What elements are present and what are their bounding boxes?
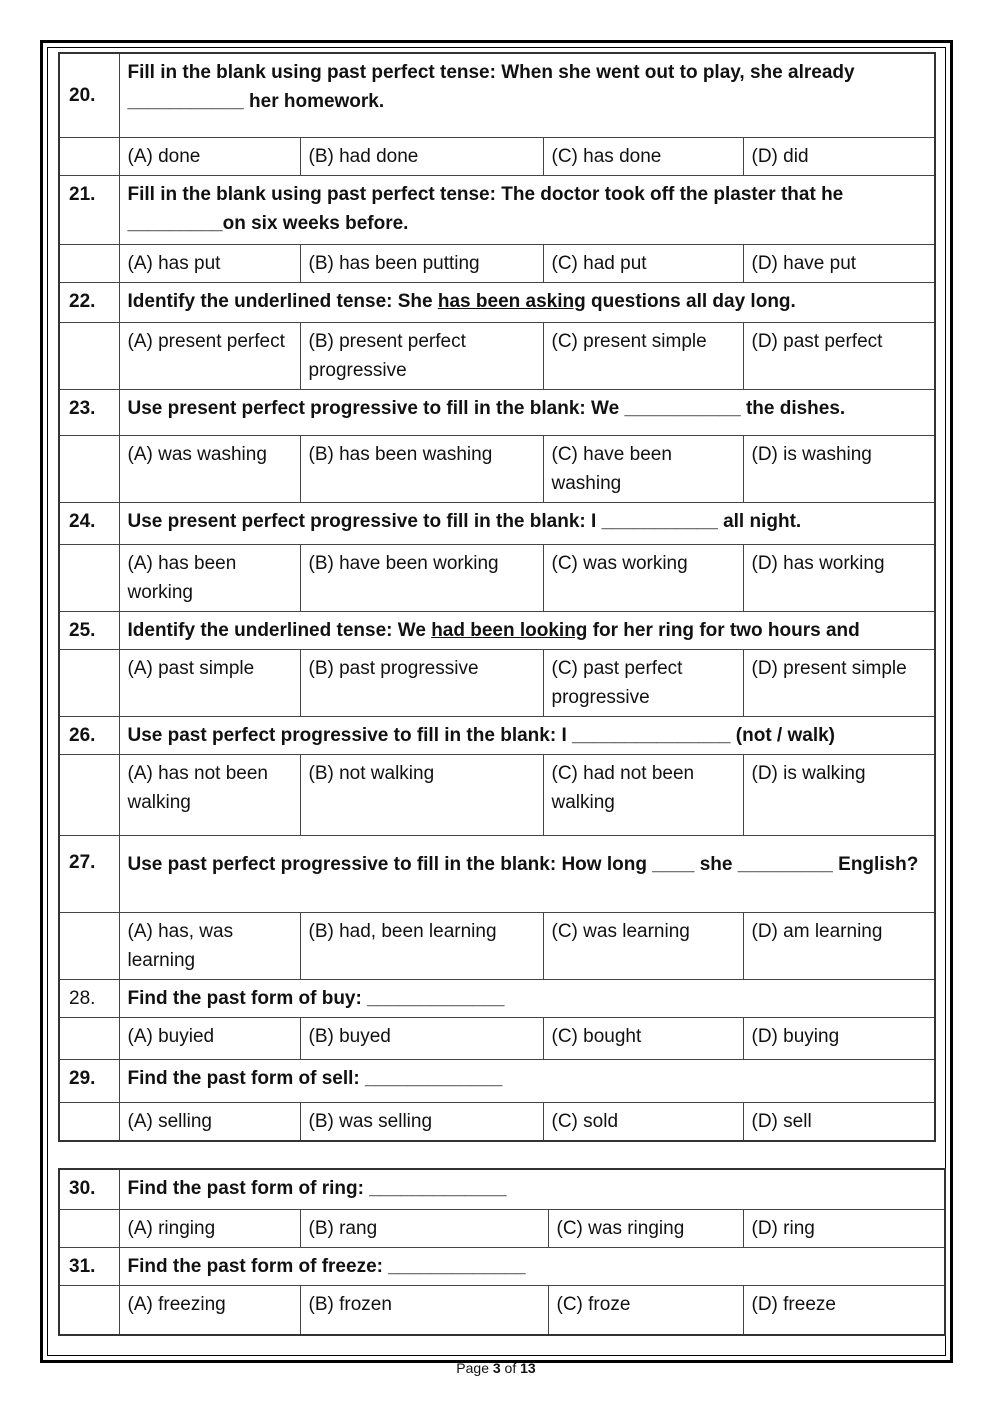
page-total: 13 xyxy=(520,1360,536,1376)
option-a: (A) has put xyxy=(119,244,300,282)
option-c: (C) has done xyxy=(543,137,743,175)
question-stem xyxy=(119,282,935,322)
number-spacer xyxy=(59,1017,119,1059)
option-c: (C) had not been walking xyxy=(543,754,743,835)
option-c: (C) sold xyxy=(543,1102,743,1141)
options-row xyxy=(59,1017,935,1059)
option-c: (C) bought xyxy=(543,1017,743,1059)
options-row xyxy=(59,1285,945,1335)
question-stem xyxy=(119,611,935,649)
option-b: (B) had, been learning xyxy=(300,912,543,979)
question-row xyxy=(59,1059,935,1102)
options-row xyxy=(59,137,935,175)
option-b: (B) past progressive xyxy=(300,649,543,716)
option-a: (A) has not been walking xyxy=(119,754,300,835)
option-a: (A) present perfect xyxy=(119,322,300,389)
option-b: (B) had done xyxy=(300,137,543,175)
option-d: (D) past perfect xyxy=(743,322,935,389)
option-b: (B) present perfect progressive xyxy=(300,322,543,389)
question-row xyxy=(59,979,935,1017)
option-c: (C) froze xyxy=(548,1285,743,1335)
option-a: (A) freezing xyxy=(119,1285,300,1335)
option-c: (C) was working xyxy=(543,544,743,611)
question-number: 31. xyxy=(59,1247,119,1285)
option-b: (B) not walking xyxy=(300,754,543,835)
question-row xyxy=(59,611,935,649)
question-stem: Use past perfect progressive to fill in the blank: How long ____ she _________ English? xyxy=(119,835,935,912)
option-d: (D) freeze xyxy=(743,1285,945,1335)
option-a: (A) selling xyxy=(119,1102,300,1141)
question-number: 27. xyxy=(59,835,119,912)
question-stem: Find the past form of ring: _____________ xyxy=(119,1169,945,1209)
options-row xyxy=(59,1209,945,1247)
number-spacer xyxy=(59,322,119,389)
option-b: (B) has been putting xyxy=(300,244,543,282)
option-a: (A) past simple xyxy=(119,649,300,716)
option-c: (C) was learning xyxy=(543,912,743,979)
option-a: (A) has, was learning xyxy=(119,912,300,979)
question-row xyxy=(59,716,935,754)
option-a: (A) buyied xyxy=(119,1017,300,1059)
options-row xyxy=(59,322,935,389)
questions-table-1 xyxy=(58,52,936,1142)
question-row xyxy=(59,1169,945,1209)
question-number: 25. xyxy=(59,611,119,649)
option-d: (D) is washing xyxy=(743,435,935,502)
question-stem: Use past perfect progressive to fill in the blank: I _______________ (not / walk) xyxy=(119,716,935,754)
option-a: (A) done xyxy=(119,137,300,175)
options-row xyxy=(59,1102,935,1141)
page-current: 3 xyxy=(492,1360,501,1376)
number-spacer xyxy=(59,1102,119,1141)
question-stem: Find the past form of sell: _____________ xyxy=(119,1059,935,1102)
question-stem: Find the past form of buy: _____________ xyxy=(119,979,935,1017)
option-d: (D) have put xyxy=(743,244,935,282)
question-number: 24. xyxy=(59,502,119,544)
question-row xyxy=(59,53,935,137)
question-number: 30. xyxy=(59,1169,119,1209)
question-number: 20. xyxy=(59,53,119,137)
stem-text: Identify the underlined tense: We xyxy=(127,619,432,641)
option-b: (B) was selling xyxy=(300,1102,543,1141)
stem-text: for her ring for two hours and xyxy=(587,619,860,641)
options-row xyxy=(59,544,935,611)
underlined-tense: had been looking xyxy=(431,619,588,641)
number-spacer xyxy=(59,649,119,716)
number-spacer xyxy=(59,754,119,835)
options-row xyxy=(59,912,935,979)
question-number: 28. xyxy=(59,979,119,1017)
option-d: (D) sell xyxy=(743,1102,935,1141)
question-stem: Use present perfect progressive to fill in the blank: I ___________ all night. xyxy=(119,502,935,544)
underlined-tense: has been asking xyxy=(437,290,586,312)
number-spacer xyxy=(59,244,119,282)
stem-text: Identify the underlined tense: She xyxy=(127,290,438,312)
question-stem: Fill in the blank using past perfect tense: The doctor took off the plaster that he _________on six weeks before. xyxy=(119,175,935,244)
option-d: (D) present simple xyxy=(743,649,935,716)
question-stem: Fill in the blank using past perfect tense: When she went out to play, she already ___________ her homework. xyxy=(119,53,935,137)
option-d: (D) has working xyxy=(743,544,935,611)
option-c: (C) had put xyxy=(543,244,743,282)
question-row xyxy=(59,175,935,244)
question-number: 22. xyxy=(59,282,119,322)
question-row xyxy=(59,835,935,912)
option-b: (B) rang xyxy=(300,1209,548,1247)
number-spacer xyxy=(59,137,119,175)
options-row xyxy=(59,435,935,502)
option-a: (A) ringing xyxy=(119,1209,300,1247)
option-b: (B) has been washing xyxy=(300,435,543,502)
option-d: (D) did xyxy=(743,137,935,175)
option-b: (B) buyed xyxy=(300,1017,543,1059)
page-label: Page xyxy=(456,1360,493,1376)
question-number: 26. xyxy=(59,716,119,754)
option-d: (D) ring xyxy=(743,1209,945,1247)
stem-text: questions all day long. xyxy=(585,290,796,312)
option-a: (A) has been working xyxy=(119,544,300,611)
questions-table-2 xyxy=(58,1168,946,1336)
options-row xyxy=(59,649,935,716)
options-row xyxy=(59,754,935,835)
number-spacer xyxy=(59,912,119,979)
option-d: (D) is walking xyxy=(743,754,935,835)
option-b: (B) have been working xyxy=(300,544,543,611)
number-spacer xyxy=(59,544,119,611)
question-number: 23. xyxy=(59,389,119,435)
question-number: 21. xyxy=(59,175,119,244)
option-b: (B) frozen xyxy=(300,1285,548,1335)
question-row xyxy=(59,282,935,322)
question-stem: Find the past form of freeze: _____________ xyxy=(119,1247,945,1285)
number-spacer xyxy=(59,435,119,502)
option-a: (A) was washing xyxy=(119,435,300,502)
option-d: (D) buying xyxy=(743,1017,935,1059)
options-row xyxy=(59,244,935,282)
page-footer xyxy=(0,1360,992,1376)
option-c: (C) have been washing xyxy=(543,435,743,502)
option-c: (C) past perfect progressive xyxy=(543,649,743,716)
option-d: (D) am learning xyxy=(743,912,935,979)
number-spacer xyxy=(59,1209,119,1247)
question-row xyxy=(59,1247,945,1285)
question-row xyxy=(59,502,935,544)
option-c: (C) was ringing xyxy=(548,1209,743,1247)
question-number: 29. xyxy=(59,1059,119,1102)
option-c: (C) present simple xyxy=(543,322,743,389)
question-row xyxy=(59,389,935,435)
number-spacer xyxy=(59,1285,119,1335)
page-sep: of xyxy=(500,1360,521,1376)
question-stem: Use present perfect progressive to fill in the blank: We ___________ the dishes. xyxy=(119,389,935,435)
